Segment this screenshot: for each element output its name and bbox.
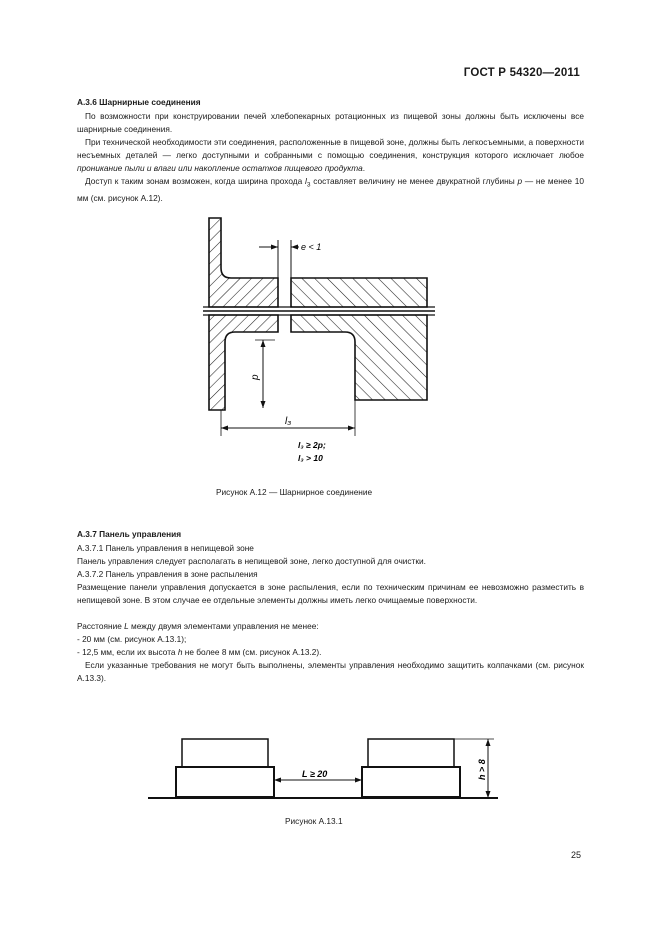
right-part-lower [291, 315, 427, 400]
gap-label: e < 1 [301, 242, 322, 252]
a37-last-paragraph: Если указанные требования не могут быть выполнены, элементы управления необходимо защитить колпачками (см. рисунок А.13.3). [77, 660, 584, 683]
a36-paragraph-3: Доступ к таким зонам возможен, когда ширина прохода $l_3$ составляет величину не менее двукратной глубины p — не менее 10 мм (см. рисунок А.12). [77, 176, 585, 203]
condition-2: l₃ > 10 [298, 453, 323, 463]
left-element-base [176, 767, 274, 797]
figure-a131-caption: Рисунок А.13.1 [285, 816, 343, 826]
left-wall-lower [209, 315, 278, 410]
standard-id: ГОСТ Р 54320—2011 [463, 67, 580, 79]
condition-1: l₃ ≥ 2p; [298, 440, 326, 450]
right-element-base [362, 767, 460, 797]
a372-text: Размещение панели управления допускается в зоне распыления, если по техническим причинам ее невозможно разместить в непищевой зоне. В этом случае ее отдельные элементы должны иметь легко очищаемые поверхности. [77, 582, 584, 605]
a36-paragraph-2: При технической необходимости эти соединения, расположенные в пищевой зоне, должны быть легкосъемными, а поверхности несъемных деталей — легко доступными и собранными с помощью соединения, конструкция которого исключает любое проникание пыли и влаги или накопление остатков пищевого продукта. [77, 137, 584, 173]
section-a36-title: А.3.6 Шарнирные соединения [77, 97, 201, 107]
list-item-2: - 12,5 мм, если их высота h не более 8 мм (см. рисунок А.13.2). [77, 647, 322, 657]
figure-a131-drawing [148, 728, 508, 808]
list-item-1: - 20 мм (см. рисунок А.13.1); [77, 634, 187, 644]
a36-paragraph-1: По возможности при конструировании печей хлебопекарных ротационных из пищевой зоны должны быть исключены все шарнирные соединения. [77, 111, 584, 134]
a371-text: Панель управления следует располагать в непищевой зоне, легко доступной для очистки. [77, 556, 426, 566]
p-label: p [250, 374, 261, 380]
right-part-upper [291, 278, 427, 307]
section-a37-title: А.3.7 Панель управления [77, 529, 182, 539]
L-label: L ≥ 20 [302, 769, 328, 779]
figure-a12-hinge-drawing [195, 210, 445, 475]
left-part [209, 218, 278, 307]
figure-a12-caption: Рисунок А.12 — Шарнирное соединение [216, 487, 373, 497]
l3-label: l₃ [285, 416, 292, 427]
right-element-top [368, 739, 454, 767]
left-element-top [182, 739, 268, 767]
page-number: 25 [570, 850, 581, 860]
a371-title: А.3.7.1 Панель управления в непищевой зоне [77, 543, 254, 553]
distance-intro: Расстояние L между двумя элементами управления не менее: [77, 621, 319, 631]
a372-title: А.3.7.2 Панель управления в зоне распыления [77, 569, 258, 579]
h-label: h > 8 [477, 759, 487, 780]
